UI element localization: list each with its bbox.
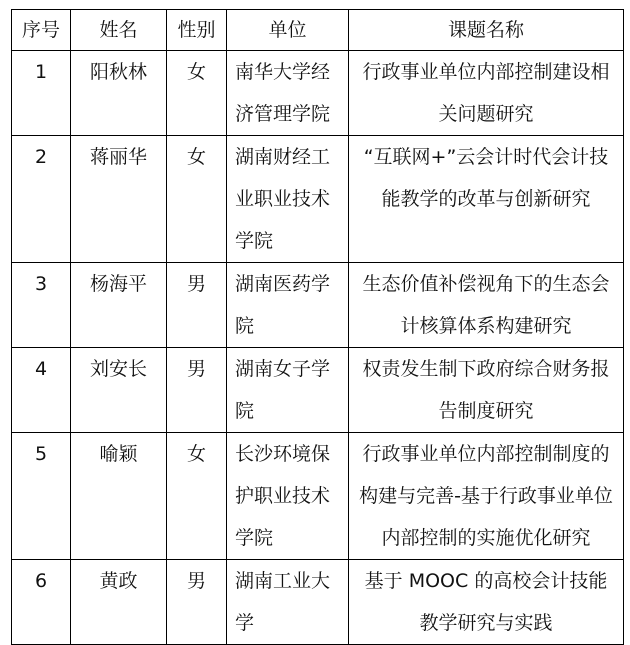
cell-sex: 男 [167,560,227,645]
cell-topic: 行政事业单位内部控制制度的构建与完善-基于行政事业单位内部控制的实施优化研究 [349,433,624,560]
cell-name: 黄政 [71,560,167,645]
table-header-row [12,10,624,51]
cell-unit: 长沙环境保护职业技术学院 [227,433,349,560]
cell-name: 喻颖 [71,433,167,560]
header-sex: 性别 [167,10,227,51]
header-name: 姓名 [71,10,167,51]
cell-unit: 湖南女子学院 [227,348,349,433]
cell-sex: 女 [167,136,227,263]
cell-topic: 权责发生制下政府综合财务报告制度研究 [349,348,624,433]
cell-unit: 湖南财经工业职业技术学院 [227,136,349,263]
cell-topic: 生态价值补偿视角下的生态会计核算体系构建研究 [349,263,624,348]
cell-name: 蒋丽华 [71,136,167,263]
table-row [12,433,624,560]
cell-name: 刘安长 [71,348,167,433]
table-row [12,348,624,433]
cell-topic: “互联网+”云会计时代会计技能教学的改革与创新研究 [349,136,624,263]
cell-topic: 行政事业单位内部控制建设相关问题研究 [349,51,624,136]
cell-sex: 男 [167,348,227,433]
cell-no: 4 [12,348,71,433]
cell-no: 2 [12,136,71,263]
cell-sex: 女 [167,433,227,560]
project-table [11,9,624,645]
cell-no: 6 [12,560,71,645]
cell-name: 阳秋林 [71,51,167,136]
table-row [12,560,624,645]
cell-sex: 女 [167,51,227,136]
table-row [12,51,624,136]
cell-no: 5 [12,433,71,560]
cell-no: 3 [12,263,71,348]
table-row [12,136,624,263]
cell-unit: 湖南工业大学 [227,560,349,645]
header-topic: 课题名称 [349,10,624,51]
header-no: 序号 [12,10,71,51]
cell-no: 1 [12,51,71,136]
cell-topic: 基于 MOOC 的高校会计技能教学研究与实践 [349,560,624,645]
cell-unit: 南华大学经济管理学院 [227,51,349,136]
table-row [12,263,624,348]
cell-sex: 男 [167,263,227,348]
cell-unit: 湖南医药学院 [227,263,349,348]
header-unit: 单位 [227,10,349,51]
cell-name: 杨海平 [71,263,167,348]
